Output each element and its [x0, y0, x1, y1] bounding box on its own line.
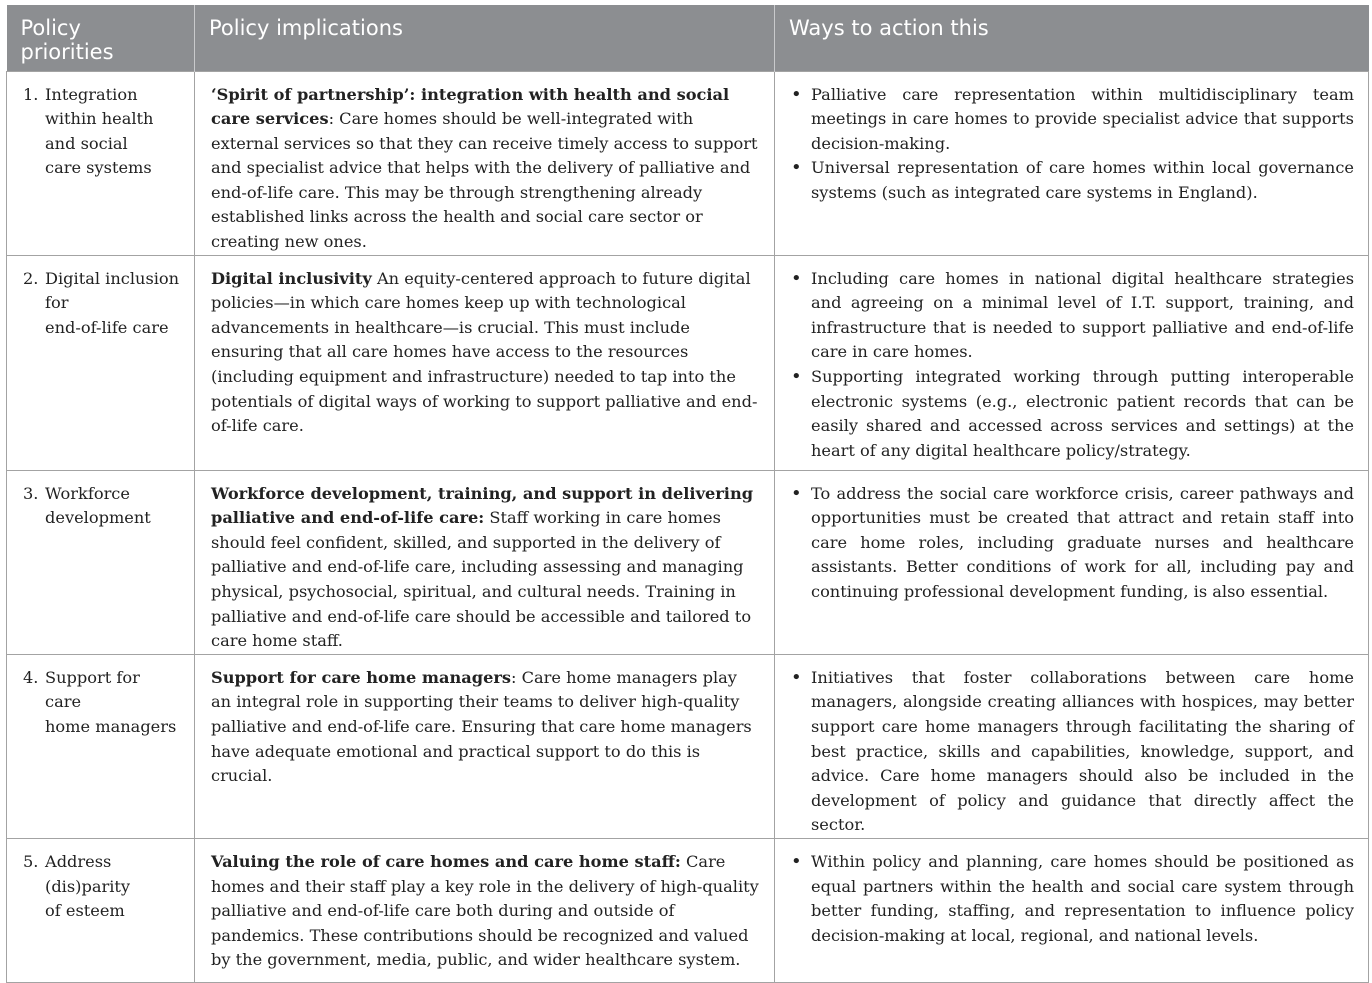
list-item: • Including care homes in national digital healthcare strategies and agreeing on a minimal level of I.T. support, training, and infrastructure that is needed to support palliative and end-of-life care in care homes.: [791, 267, 1354, 365]
priority-cell: [7, 470, 195, 654]
priority-label: Workforce development: [45, 483, 151, 528]
priority-label: Address (dis)parity of esteem: [45, 851, 131, 921]
table-row: [7, 838, 1369, 982]
list-item: • To address the social care workforce crisis, career pathways and opportunities must be created that attract and retain staff into care home roles, including graduate nurses and healthcare assistants. Better conditions of work for all, including pay and continuing professional development funding, is also essential.: [791, 482, 1354, 605]
ways-cell: [775, 255, 1369, 470]
implication-cell: [195, 470, 775, 654]
implication-text: An equity-centered approach to future digital policies—in which care homes keep up with technological advancements in healthcare—is crucial. This must include ensuring that all care homes have access to the resources (including equipment and infrastructure) needed to tap into the potentials of digital ways of working to support palliative and end-of-life care.: [211, 268, 758, 436]
implication-cell: [195, 654, 775, 838]
ways-cell: [775, 470, 1369, 654]
list-item: • Supporting integrated working through putting interoperable electronic systems (e.g., electronic patient records that can be easily shared and accessed across services and settings) at the heart of any digital healthcare policy/strategy.: [791, 365, 1354, 463]
table-row: [7, 255, 1369, 470]
priority-cell: [7, 838, 195, 982]
ways-cell: [775, 71, 1369, 255]
header-policy-priorities: Policy priorities: [7, 5, 195, 71]
table-row: [7, 71, 1369, 255]
policy-table: [6, 5, 1369, 983]
implication-cell: [195, 255, 775, 470]
table-row: [7, 654, 1369, 838]
table-header: [7, 5, 1369, 71]
implication-text: : Care homes should be well-integrated with external services so that they can receive timely access to support and specialist advice that helps with the delivery of palliative and end-of-life care. This may be through strengthening already established links across the health and social care sector or creating new ones.: [211, 109, 758, 252]
header-policy-implications: Policy implications: [195, 5, 775, 71]
priority-cell: [7, 71, 195, 255]
implication-heading: Workforce development, training, and support in delivering palliative and end-of-life care:: [211, 483, 754, 528]
implication-cell: [195, 71, 775, 255]
priority-number: 2.: [23, 268, 39, 288]
list-item: • Within policy and planning, care homes should be positioned as equal partners within the health and social care system through better funding, staffing, and representation to influence policy decision-making at local, regional, and national levels.: [791, 850, 1354, 948]
priority-label: Support for care home managers: [45, 667, 177, 736]
ways-cell: [775, 654, 1369, 838]
implication-text: Staff working in care homes should feel confident, skilled, and supported in the delivery of palliative and end-of-life care, including assessing and managing physical, psychosocial, spiritual, and cultural needs. Training in palliative and end-of-life care should be accessible and tailored to care home staff.: [211, 508, 752, 651]
list-item: • Universal representation of care homes within local governance systems (such as integrated care systems in England).: [791, 156, 1354, 205]
list-item: • Initiatives that foster collaborations between care home managers, alongside creating alliances with hospices, may better support care home managers through facilitating the sharing of best practice, skills and capabilities, knowledge, support, and advice. Care home managers should also be included in the development of policy and guidance that directly affect the sector.: [791, 666, 1354, 838]
list-item: • Palliative care representation within multidisciplinary team meetings in care homes to provide specialist advice that supports decision-making.: [791, 83, 1354, 157]
priority-number: 3.: [23, 483, 39, 503]
implication-text: : Care home managers play an integral role in supporting their teams to deliver high-quality palliative and end-of-life care. Ensuring that care home managers have adequate emotional and practical support to do this is crucial.: [211, 667, 752, 786]
priority-number: 4.: [23, 667, 39, 687]
ways-cell: [775, 838, 1369, 982]
ways-list: [791, 83, 1354, 206]
table-body: [7, 71, 1369, 982]
ways-list: [791, 666, 1354, 838]
implication-heading: Valuing the role of care homes and care home staff:: [211, 851, 681, 871]
implication-text: Care homes and their staff play a key role in the delivery of high-quality palliative and end-of-life care both during and outside of pandemics. These contributions should be recognized and valued by the government, media, public, and wider healthcare system.: [211, 851, 759, 970]
priority-label: Integration within health and social care systems: [45, 84, 154, 178]
priority-label: Digital inclusion for end-of-life care: [45, 268, 180, 337]
implication-heading: ‘Spirit of partnership’: integration with health and social care services: [211, 84, 730, 129]
ways-list: [791, 482, 1354, 605]
priority-number: 5.: [23, 851, 39, 871]
priority-cell: [7, 654, 195, 838]
implication-cell: [195, 838, 775, 982]
priority-cell: [7, 255, 195, 470]
header-ways-to-action: Ways to action this: [775, 5, 1369, 71]
ways-list: [791, 267, 1354, 464]
implication-heading: Support for care home managers: [211, 667, 512, 687]
implication-heading: Digital inclusivity: [211, 268, 372, 288]
priority-number: 1.: [23, 84, 39, 104]
header-row: [7, 5, 1369, 71]
table-row: [7, 470, 1369, 654]
